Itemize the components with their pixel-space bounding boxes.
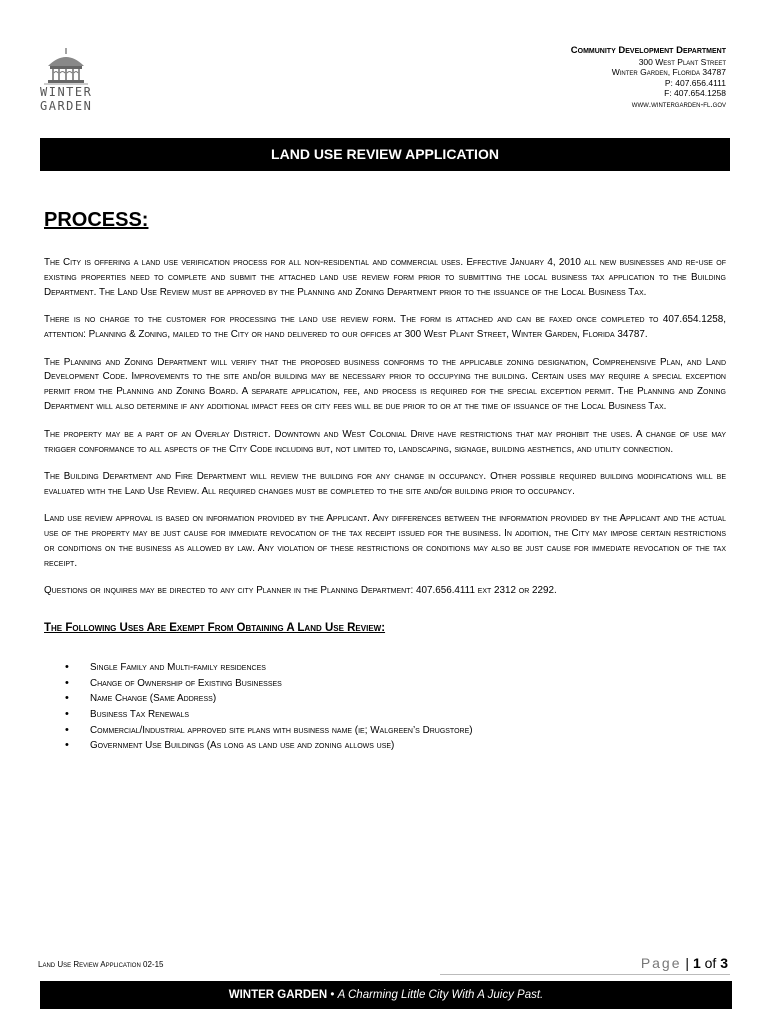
- department-fax: F: 407.654.1258: [664, 88, 726, 99]
- footer-tagline: A Charming Little City With A Juicy Past.: [337, 989, 544, 1001]
- page-of: of: [704, 955, 717, 971]
- list-item: • Government Use Buildings (As long as land use and zoning allows use): [65, 738, 726, 754]
- list-item: • Business Tax Renewals: [65, 707, 726, 723]
- list-item: • Name Change (Same Address): [65, 691, 726, 707]
- page-label: Page: [640, 955, 682, 971]
- department-street: 300 West Plant Street: [638, 56, 726, 67]
- page-number: [641, 955, 728, 971]
- department-contact: [571, 46, 726, 110]
- paragraph-approval-basis: Land use review approval is based on information provided by the Applicant. Any differences between the information provided by the Applicant and the actual use of the property may be just cause for immediate revocation of the tax receipt issued for the business. In addition, the City may impose certain restrictions or conditions on the business as allowed by law. Any violation of these restrictions or conditions may also be just cause for immediate revocation of the tax receipt.: [44, 513, 726, 569]
- paragraph-land-use-verification: The City is offering a land use verification process for all non-residential and commercial uses. Effective January 4, 2010 all new businesses and re-use of existing properties need to complete and submit the attached land use review form prior to submitting the local business tax application to the Building Department. The Land Use Review must be approved by the Planning and Zoning Department prior to the issuance of the Local Business Tax.: [44, 257, 726, 298]
- logo-line-1: WINTER: [40, 85, 93, 99]
- paragraph-questions: Questions or inquires may be directed to any city Planner in the Planning Department: 407.656.4111 ext 2312 or 2292.: [44, 585, 557, 597]
- list-item: • Single Family and Multi-family residences: [65, 660, 726, 676]
- logo-line-2: GARDEN: [40, 99, 93, 113]
- department-city: Winter Garden, Florida 34787: [611, 67, 726, 78]
- footer-bullet: •: [330, 989, 335, 1001]
- application-title: LAND USE REVIEW APPLICATION: [40, 138, 730, 171]
- department-phone: P: 407.656.4111: [664, 77, 726, 88]
- process-heading: PROCESS:: [44, 209, 149, 231]
- footer-banner: [40, 981, 732, 1009]
- process-body: [44, 256, 726, 754]
- paragraph-overlay-district: The property may be a part of an Overlay District. Downtown and West Colonial Drive have restrictions that may prohibit the uses. A change of use may trigger conformance to all aspects of the City Code including but, not limited to, landscaping, signage, building aesthetics, and utility connection.: [44, 428, 726, 455]
- paragraph-building-fire-review: The Building Department and Fire Department will review the building for any change in occupancy. Other possible required building modifications will be evaluated with the Land Use Review. All required changes must be completed to the site and/or building prior to occupancy.: [44, 470, 726, 497]
- form-identifier: Land Use Review Application 02-15: [38, 960, 164, 969]
- page-separator: |: [685, 955, 690, 971]
- page-current: 1: [692, 955, 701, 971]
- footer-divider: [440, 974, 730, 975]
- department-title: Community Development Department: [570, 45, 726, 56]
- paragraph-planning-zoning-verify: The Planning and Zoning Department will verify that the proposed business conforms to the applicable zoning designation, Comprehensive Plan, and Land Development Code. Improvements to the site and/or building may be necessary prior to occupying the building. Certain uses may require a special exception permit from the Planning and Zoning Board. A separate application, fee, and process is required for the special exception permit. The Planning and Zoning Department will also determine if any additional impact fees or city fees will be due prior to or at the time of issuance of the Local Business Tax.: [44, 356, 726, 413]
- paragraph-no-charge: There is no charge to the customer for processing the land use review form. The form is attached and can be faxed once completed to 407.654.1258, attention: Planning & Zoning, mailed to the City or hand delivered to our offices at 300 West Plant Street, Winter Garden, Florida 34787.: [44, 314, 726, 341]
- page-total: 3: [720, 955, 728, 971]
- list-item: • Change of Ownership of Existing Businesses: [65, 676, 726, 692]
- footer-city-name: WINTER GARDEN: [228, 989, 328, 1001]
- gazebo-icon: [40, 46, 92, 86]
- city-logo: [40, 46, 92, 118]
- exempt-uses-heading: The Following Uses Are Exempt From Obtaining A Land Use Review:: [44, 622, 386, 635]
- exempt-uses-list: [44, 660, 726, 754]
- list-item: • Commercial/Industrial approved site plans with business name (ie; Walgreen’s Drugstore): [65, 723, 726, 739]
- department-website[interactable]: www.wintergarden-fl.gov: [631, 98, 726, 109]
